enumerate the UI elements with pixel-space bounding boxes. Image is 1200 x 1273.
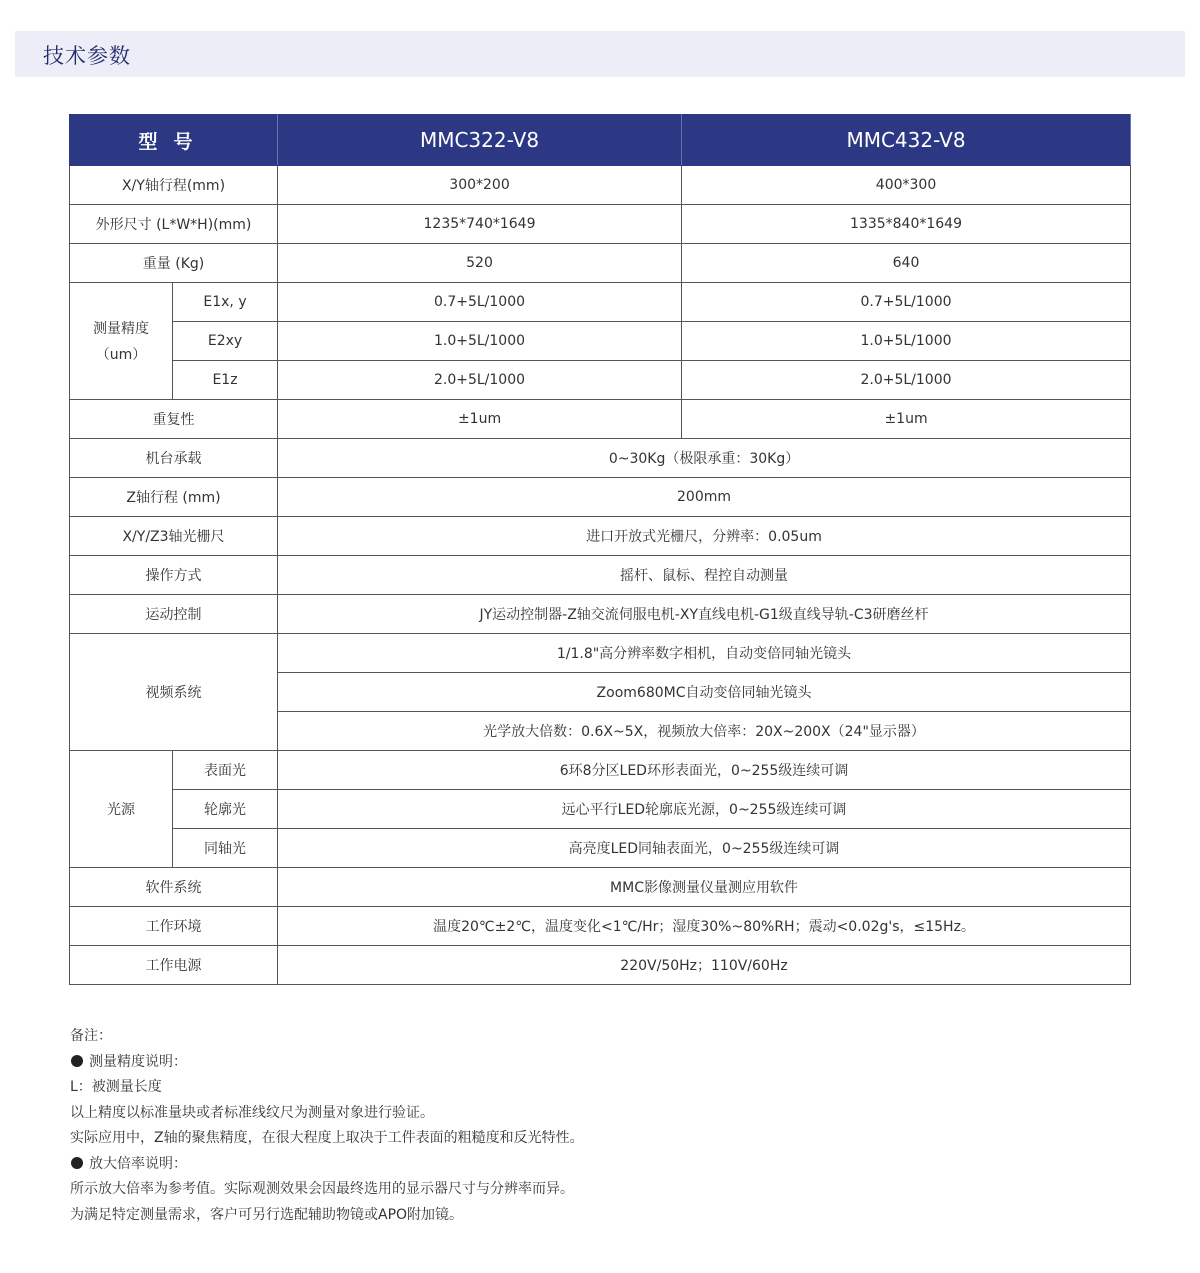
cell-shared: 高亮度LED同轴表面光，0~255级连续可调	[278, 829, 1131, 868]
row-label: 工作电源	[70, 946, 278, 985]
notes-accuracy-heading-text: 测量精度说明：	[89, 1053, 187, 1070]
table-row	[70, 868, 1131, 907]
table-row	[70, 244, 1131, 283]
notes-magnification-heading	[70, 1152, 584, 1178]
table-row	[70, 205, 1131, 244]
video-group-label: 视频系统	[70, 634, 278, 751]
cell-model2: 2.0+5L/1000	[682, 361, 1131, 400]
row-label: 软件系统	[70, 868, 278, 907]
table-row	[70, 595, 1131, 634]
cell-shared: 0~30Kg（极限承重：30Kg）	[278, 439, 1131, 478]
row-sublabel: 表面光	[173, 751, 278, 790]
notes-line: 以上精度以标准量块或者标准线纹尺为测量对象进行验证。	[70, 1104, 434, 1121]
cell-shared: 220V/50Hz；110V/60Hz	[278, 946, 1131, 985]
notes-accuracy-heading	[70, 1050, 584, 1076]
table-row	[70, 478, 1131, 517]
table-row	[70, 283, 1131, 322]
row-label: 运动控制	[70, 595, 278, 634]
row-label: X/Y/Z3轴光栅尺	[70, 517, 278, 556]
cell-model2: 640	[682, 244, 1131, 283]
spec-table	[69, 114, 1131, 985]
cell-model2: 400*300	[682, 166, 1131, 205]
notes-line: L：被测量长度	[70, 1079, 162, 1095]
row-label: 重复性	[70, 400, 278, 439]
cell-model1: 1.0+5L/1000	[278, 322, 682, 361]
notes-line: 实际应用中，Z轴的聚焦精度，在很大程度上取决于工件表面的粗糙度和反光特性。	[70, 1130, 584, 1146]
section-header	[15, 31, 1185, 77]
table-row	[70, 829, 1131, 868]
table-row	[70, 907, 1131, 946]
accuracy-group-label	[70, 283, 173, 400]
table-row	[70, 322, 1131, 361]
table-row	[70, 361, 1131, 400]
model1-header: MMC322-V8	[278, 115, 682, 166]
table-row	[70, 517, 1131, 556]
cell-shared: 光学放大倍数：0.6X~5X，视频放大倍率：20X~200X（24"显示器）	[278, 712, 1131, 751]
bullet-icon	[71, 1055, 83, 1067]
model2-header: MMC432-V8	[682, 115, 1131, 166]
table-row	[70, 634, 1131, 673]
row-sublabel: 轮廓光	[173, 790, 278, 829]
bullet-icon	[71, 1157, 83, 1169]
row-sublabel: E1x, y	[173, 283, 278, 322]
cell-shared: 6环8分区LED环形表面光，0~255级连续可调	[278, 751, 1131, 790]
table-row	[70, 556, 1131, 595]
row-sublabel: E1z	[173, 361, 278, 400]
cell-model1: 0.7+5L/1000	[278, 283, 682, 322]
cell-shared: 200mm	[278, 478, 1131, 517]
cell-shared: Zoom680MC自动变倍同轴光镜头	[278, 673, 1131, 712]
row-label: 操作方式	[70, 556, 278, 595]
table-row	[70, 400, 1131, 439]
cell-model1: 520	[278, 244, 682, 283]
cell-model2: 1.0+5L/1000	[682, 322, 1131, 361]
row-label: X/Y轴行程(mm)	[70, 166, 278, 205]
notes-line: 为满足特定测量需求，客户可另行选配辅助物镜或APO附加镜。	[70, 1206, 464, 1223]
model-label-header: 型号	[70, 115, 278, 166]
table-row	[70, 790, 1131, 829]
cell-shared: 温度20℃±2℃，温度变化<1℃/Hr；湿度30%~80%RH；震动<0.02g's，≤15Hz。	[278, 907, 1131, 946]
cell-model1: ±1um	[278, 400, 682, 439]
cell-shared: 1/1.8"高分辨率数字相机，自动变倍同轴光镜头	[278, 634, 1131, 673]
cell-shared: JY运动控制器-Z轴交流伺服电机-XY直线电机-G1级直线导轨-C3研磨丝杆	[278, 595, 1131, 634]
row-label: 机台承载	[70, 439, 278, 478]
table-row	[70, 751, 1131, 790]
light-group-label: 光源	[70, 751, 173, 868]
row-label: 外形尺寸 (L*W*H)(mm)	[70, 205, 278, 244]
cell-model1: 300*200	[278, 166, 682, 205]
notes-line: 所示放大倍率为参考值。实际观测效果会因最终选用的显示器尺寸与分辨率而异。	[70, 1181, 574, 1197]
cell-model2: ±1um	[682, 400, 1131, 439]
row-label: Z轴行程 (mm)	[70, 478, 278, 517]
cell-shared: MMC影像测量仪量测应用软件	[278, 868, 1131, 907]
table-header-row	[70, 115, 1131, 166]
notes-magnification-heading-text: 放大倍率说明：	[89, 1155, 187, 1172]
cell-shared: 远心平行LED轮廓底光源，0~255级连续可调	[278, 790, 1131, 829]
accuracy-label-line2: （um）	[95, 347, 147, 363]
cell-model2: 0.7+5L/1000	[682, 283, 1131, 322]
table-row	[70, 946, 1131, 985]
row-sublabel: E2xy	[173, 322, 278, 361]
cell-model1: 1235*740*1649	[278, 205, 682, 244]
accuracy-label-line1: 测量精度	[93, 321, 149, 337]
cell-model2: 1335*840*1649	[682, 205, 1131, 244]
row-sublabel: 同轴光	[173, 829, 278, 868]
row-label: 工作环境	[70, 907, 278, 946]
cell-model1: 2.0+5L/1000	[278, 361, 682, 400]
section-title: 技术参数	[43, 44, 131, 68]
table-row	[70, 439, 1131, 478]
notes-title: 备注：	[70, 1028, 112, 1044]
cell-shared: 摇杆、鼠标、程控自动测量	[278, 556, 1131, 595]
cell-shared: 进口开放式光栅尺，分辨率：0.05um	[278, 517, 1131, 556]
notes-section	[70, 1024, 584, 1228]
table-row	[70, 166, 1131, 205]
row-label: 重量 (Kg)	[70, 244, 278, 283]
